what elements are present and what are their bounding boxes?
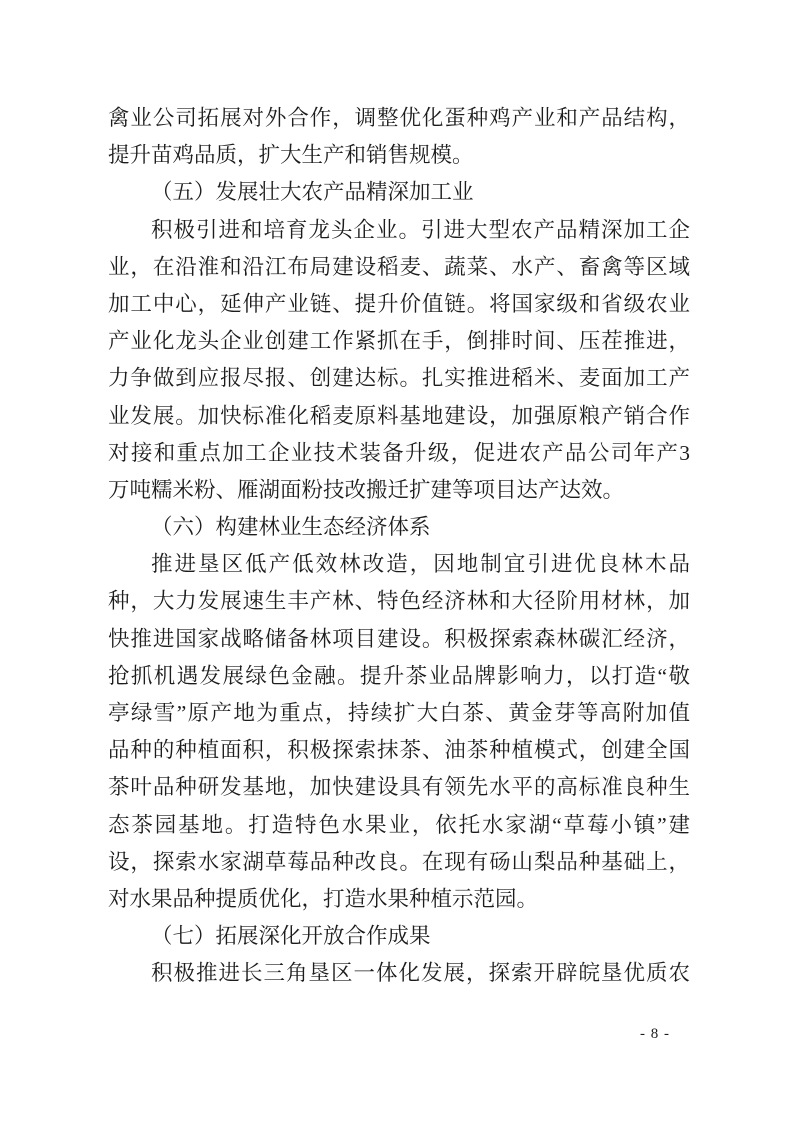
body-text-line: 态茶园基地。打造特色水果业，依托水家湖“草莓小镇”建 — [108, 812, 690, 837]
body-text-line: 力争做到应报尽报、创建达标。扎实推进稻米、麦面加工产 — [108, 366, 690, 391]
body-text-line: 加工中心，延伸产业链、提升价值链。将国家级和省级农业 — [108, 291, 690, 316]
body-text-line: 快推进国家战略储备林项目建设。积极探索森林碳汇经济， — [108, 626, 690, 651]
body-text-line: 抢抓机遇发展绿色金融。提升茶业品牌影响力，以打造“敬 — [108, 663, 690, 688]
body-text-line: 品种的种植面积，积极探索抹茶、油茶种植模式，创建全国 — [108, 738, 690, 763]
section-heading-line: （七）拓展深化开放合作成果 — [151, 924, 431, 949]
body-text-line: 亭绿雪”原产地为重点，持续扩大白茶、黄金芽等高附加值 — [108, 701, 690, 725]
body-text-line: 积极引进和培育龙头企业。引进大型农产品精深加工企 — [151, 217, 690, 242]
body-text-line: 设，探索水家湖草莓品种改良。在现有砀山梨品种基础上， — [108, 849, 690, 874]
section-heading-line: （六）构建林业生态经济体系 — [151, 515, 431, 540]
body-text-line: 推进垦区低产低效林改造，因地制宜引进优良林木品 — [151, 552, 690, 577]
body-text-line: 对接和重点加工企业技术装备升级，促进农产品公司年产3 — [108, 440, 690, 465]
body-text-line: 禽业公司拓展对外合作，调整优化蛋种鸡产业和产品结构， — [108, 106, 690, 130]
body-text-line: 积极推进长三角垦区一体化发展，探索开辟皖垦优质农 — [151, 961, 690, 986]
body-text-line: 业，在沿淮和沿江布局建设稻麦、蔬菜、水产、畜禽等区域 — [108, 254, 690, 279]
body-text-line: 提升苗鸡品质，扩大生产和销售规模。 — [108, 143, 474, 168]
body-text-line: 产业化龙头企业创建工作紧抓在手，倒排时间、压茬推进， — [108, 329, 690, 354]
body-text-line: 种，大力发展速生丰产林、特色经济林和大径阶用材林，加 — [108, 589, 690, 614]
body-text-line: 万吨糯米粉、雁湖面粉技改搬迁扩建等项目达产达效。 — [108, 477, 625, 502]
section-heading-line: （五）发展壮大农产品精深加工业 — [151, 180, 474, 205]
body-text-line: 业发展。加快标准化稻麦原料基地建设，加强原粮产销合作 — [108, 403, 690, 428]
body-text-line: 茶叶品种研发基地，加快建设具有领先水平的高标准良种生 — [108, 775, 690, 800]
body-text-line: 对水果品种提质优化，打造水果种植示范园。 — [108, 886, 539, 911]
document-body — [108, 100, 690, 993]
page-number: - 8 - — [640, 1026, 670, 1042]
